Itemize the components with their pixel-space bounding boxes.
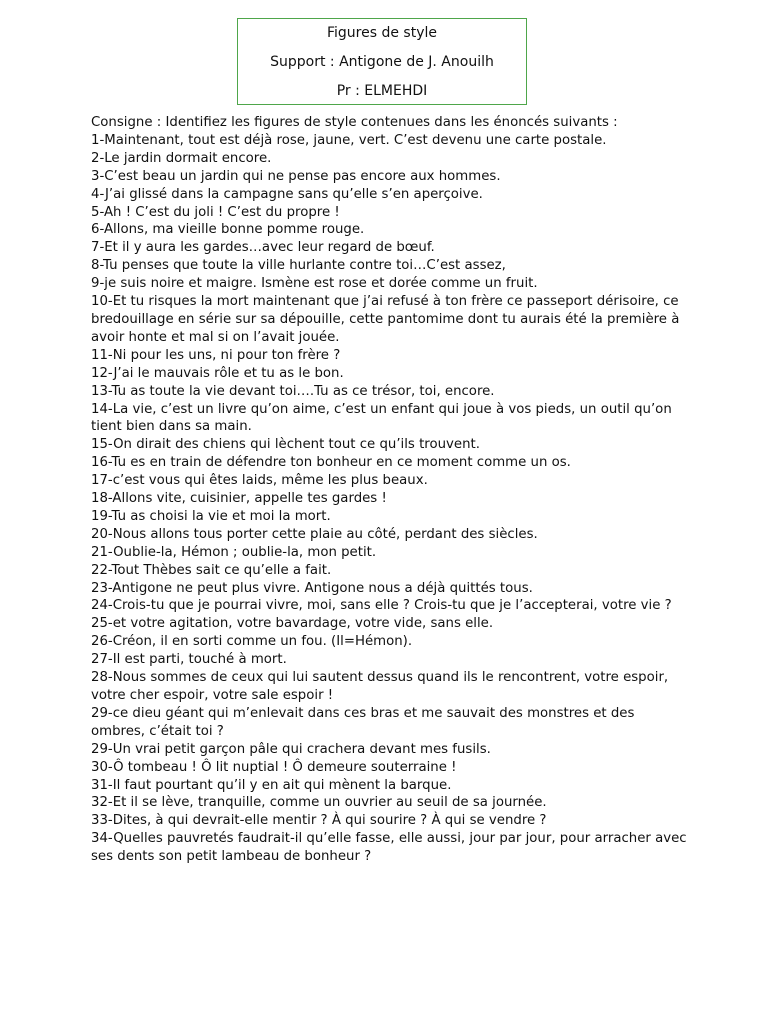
list-item: 23-Antigone ne peut plus vivre. Antigone nous a déjà quittés tous. xyxy=(91,580,533,596)
list-item: 4-J’ai glissé dans la campagne sans qu’elle s’en aperçoive. xyxy=(91,186,483,202)
list-item: 31-Il faut pourtant qu’il y en ait qui mènent la barque. xyxy=(91,777,452,793)
list-item: 15-On dirait des chiens qui lèchent tout ce qu’ils trouvent. xyxy=(91,437,480,453)
list-item: 30-Ô tombeau ! Ô lit nuptial ! Ô demeure souterraine ! xyxy=(91,759,457,775)
list-item: 13-Tu as toute la vie devant toi….Tu as ce trésor, toi, encore. xyxy=(91,383,495,399)
exercise-body xyxy=(91,114,691,866)
document-support: Support : Antigone de J. Anouilh xyxy=(270,54,494,70)
list-item: 5-Ah ! C’est du joli ! C’est du propre ! xyxy=(91,204,340,220)
list-item: 29-Un vrai petit garçon pâle qui crachera devant mes fusils. xyxy=(91,741,491,757)
list-item: 32-Et il se lève, tranquille, comme un ouvrier au seuil de sa journée. xyxy=(91,795,547,811)
list-item: 24-Crois-tu que je pourrai vivre, moi, sans elle ? Crois-tu que je l’accepterai, votre vie ? 25-et votre agitation, votre bavardage, votre vide, sans elle. xyxy=(91,598,672,632)
list-item: 17-c’est vous qui êtes laids, même les plus beaux. xyxy=(91,473,428,489)
list-item: 2-Le jardin dormait encore. xyxy=(91,150,272,166)
instruction: Consigne : Identifiez les figures de style contenues dans les énoncés suivants : xyxy=(91,115,618,130)
list-item: 14-La vie, c’est un livre qu’on aime, c’est un enfant qui joue à vos pieds, un outil qu’on tient bien dans sa main. xyxy=(91,401,672,435)
document-title: Figures de style xyxy=(326,25,437,41)
list-item: 20-Nous allons tous porter cette plaie au côté, perdant des siècles. xyxy=(91,526,538,542)
list-item: 28-Nous sommes de ceux qui lui sautent dessus quand ils le rencontrent, votre espoir, votre cher espoir, votre sale espoir ! xyxy=(91,670,669,703)
list-item: 18-Allons vite, cuisinier, appelle tes gardes ! xyxy=(91,491,387,507)
list-item: 10-Et tu risques la mort maintenant que j’ai refusé à ton frère ce passeport dérisoire, ce bredouillage en série sur sa dépouille, cette pantomime dont tu aurais été la première à avoir honte et mal si on l’avait jouée. xyxy=(91,294,680,345)
list-item: 11-Ni pour les uns, ni pour ton frère ? xyxy=(91,347,341,363)
list-item: 16-Tu es en train de défendre ton bonheur en ce moment comme un os. xyxy=(91,455,571,471)
list-item: 27-Il est parti, touché à mort. xyxy=(91,652,287,668)
list-item: 8-Tu penses que toute la ville hurlante contre toi…C’est assez, xyxy=(91,258,506,274)
list-item: 9-je suis noire et maigre. Ismène est rose et dorée comme un fruit. xyxy=(91,276,538,292)
list-item: 26-Créon, il en sorti comme un fou. (Il=Hémon). xyxy=(91,634,413,650)
title-box xyxy=(237,18,527,105)
list-item: 12-J’ai le mauvais rôle et tu as le bon. xyxy=(91,365,344,381)
list-item: 29-ce dieu géant qui m’enlevait dans ces bras et me sauvait des monstres et des ombres, c’était toi ? xyxy=(91,705,635,739)
list-item: 6-Allons, ma vieille bonne pomme rouge. xyxy=(91,222,365,238)
list-item: 21-Oublie-la, Hémon ; oublie-la, mon petit. xyxy=(91,544,377,560)
list-item: 19-Tu as choisi la vie et moi la mort. xyxy=(91,508,331,524)
list-item: 7-Et il y aura les gardes…avec leur regard de bœuf. xyxy=(91,240,435,256)
list-item: 1-Maintenant, tout est déjà rose, jaune, vert. C’est devenu une carte postale. xyxy=(91,132,607,148)
list-item: 34-Quelles pauvretés faudrait-il qu’elle fasse, elle aussi, jour par jour, pour arracher avec ses dents son petit lambeau de bonheur ? xyxy=(91,831,687,865)
list-item: 3-C’est beau un jardin qui ne pense pas encore aux hommes. xyxy=(91,168,501,184)
document-author: Pr : ELMEHDI xyxy=(336,83,428,99)
list-item: 33-Dites, à qui devrait-elle mentir ? À qui sourire ? À qui se vendre ? xyxy=(91,813,547,829)
list-item: 22-Tout Thèbes sait ce qu’elle a fait. xyxy=(91,562,332,578)
